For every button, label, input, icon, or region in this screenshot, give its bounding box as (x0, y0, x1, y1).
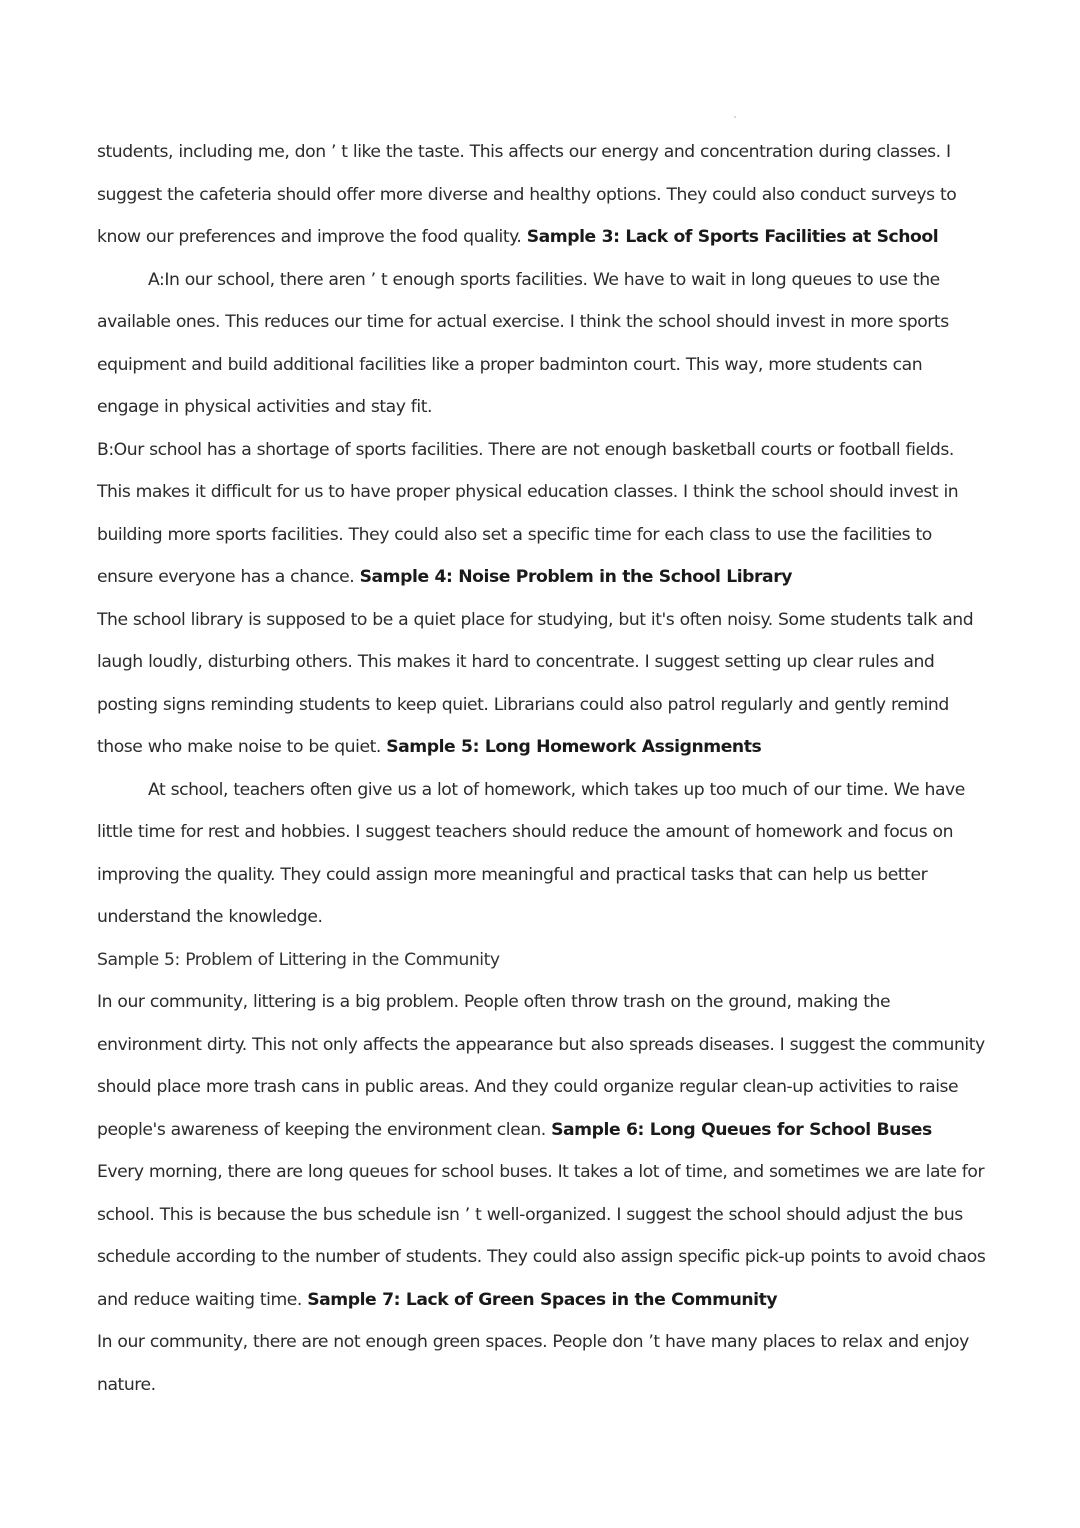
scan-speck (734, 116, 736, 118)
paragraph-text: At school, teachers often give us a lot of homework, which takes up too much of our time. We have little time for rest and hobbies. I suggest teachers should reduce the amount of homework and focus on improving the quality. They could assign more meaningful and practical tasks that can help us better understand the knowledge. (97, 779, 965, 927)
heading-sample-6: Sample 6: Long Queues for School Buses (551, 1119, 932, 1140)
paragraph-text: The school library is supposed to be a quiet place for studying, but it's often noisy. Some students talk and laugh loudly, disturbing others. This makes it hard to concentrate. I suggest setting up clear rules and posting signs reminding students to keep quiet. Librarians could also patrol regularly and gently remind those who make noise to be quiet. (97, 609, 974, 757)
paragraph-sports-a (97, 259, 989, 429)
paragraph-school-buses (97, 1151, 989, 1321)
heading-sample-7: Sample 7: Lack of Green Spaces in the Community (307, 1289, 778, 1310)
document-page (97, 131, 989, 1406)
paragraph-text: In our community, there are not enough green spaces. People don ’t have many places to relax and enjoy nature. (97, 1332, 969, 1395)
paragraph-library (97, 599, 989, 769)
paragraph-littering-title (97, 939, 989, 982)
paragraph-homework (97, 769, 989, 939)
paragraph-text: In our community, littering is a big problem. People often throw trash on the ground, making the environment dirty. This not only affects the appearance but also spreads diseases. I suggest the community should place more trash cans in public areas. And they could organize regular clean-up activities to raise people's awareness of keeping the environment clean. (97, 992, 985, 1140)
paragraph-littering (97, 981, 989, 1151)
paragraph-text: Every morning, there are long queues for school buses. It takes a lot of time, and sometimes we are late for school. This is because the bus schedule isn ’ t well-organized. I suggest the school should adjust the bus schedule according to the number of students. They could also assign specific pick-up points to avoid chaos and reduce waiting time. (97, 1162, 986, 1310)
paragraph-text: students, including me, don ’ t like the taste. This affects our energy and concentration during classes. I suggest the cafeteria should offer more diverse and healthy options. They could also conduct surveys to know our preferences and improve the food quality. (97, 142, 957, 247)
paragraph-text: B:Our school has a shortage of sports facilities. There are not enough basketball courts or football fields. This makes it difficult for us to have proper physical education classes. I think the school should invest in building more sports facilities. They could also set a specific time for each class to use the facilities to ensure everyone has a chance. (97, 439, 959, 587)
paragraph-sports-b (97, 429, 989, 599)
paragraph-cafeteria (97, 131, 989, 259)
paragraph-text: A:In our school, there aren ’ t enough sports facilities. We have to wait in long queues to use the available ones. This reduces our time for actual exercise. I think the school should invest in more sports equipment and build additional facilities like a proper badminton court. This way, more students can engage in physical activities and stay fit. (97, 269, 949, 417)
heading-sample-5-littering: Sample 5: Problem of Littering in the Community (97, 949, 500, 970)
heading-sample-5-homework: Sample 5: Long Homework Assignments (386, 737, 762, 757)
heading-sample-4: Sample 4: Noise Problem in the School Library (359, 567, 792, 587)
heading-sample-3: Sample 3: Lack of Sports Facilities at School (526, 227, 939, 247)
paragraph-green-spaces (97, 1321, 989, 1406)
